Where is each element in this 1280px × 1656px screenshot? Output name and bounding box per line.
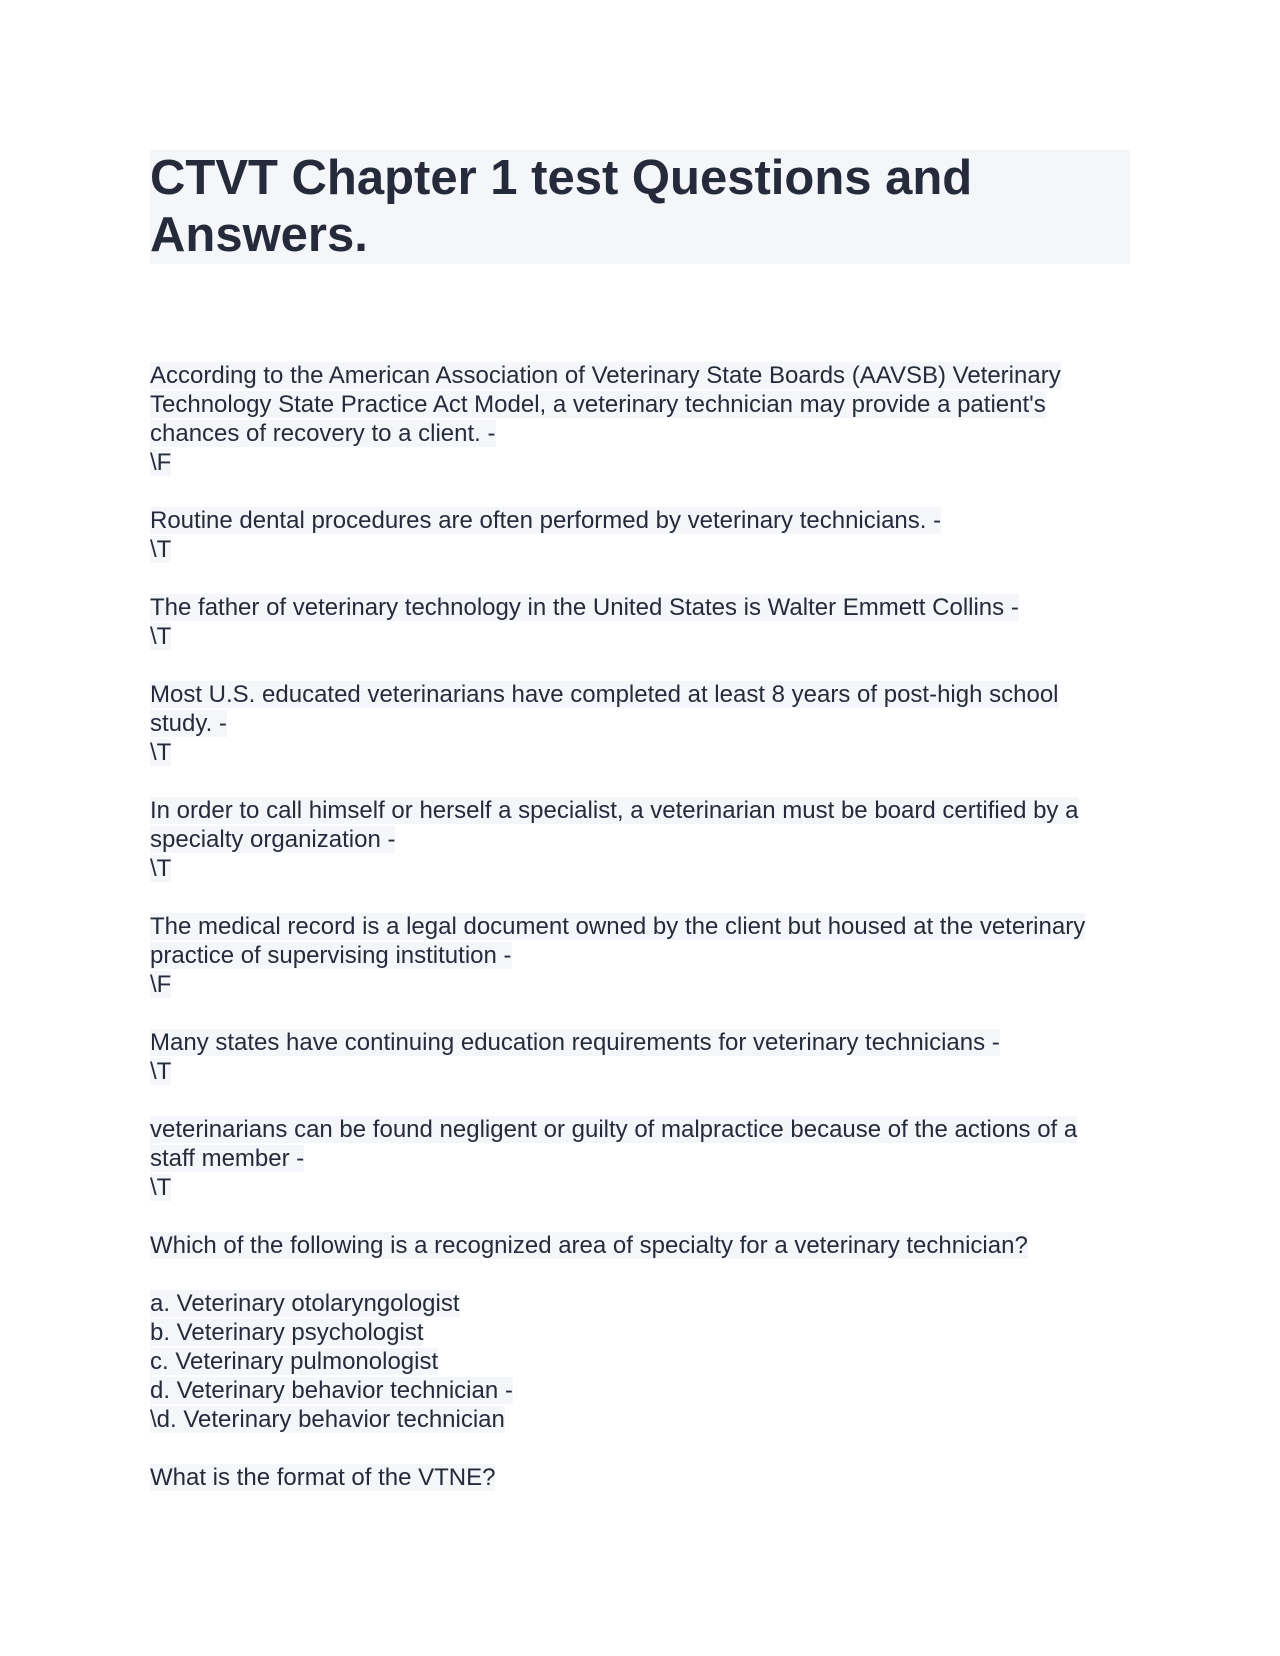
question-text: The medical record is a legal document owned by the client but housed at the veterinary — [150, 913, 1086, 940]
answer-text: \T — [150, 855, 172, 882]
answer-text: \T — [150, 739, 172, 766]
answer-text: \T — [150, 623, 172, 650]
qa-item — [150, 680, 1130, 767]
question-text: chances of recovery to a client. - — [150, 420, 496, 447]
answer-text: \T — [150, 536, 172, 563]
question-text: specialty organization - — [150, 826, 396, 853]
question-text: What is the format of the VTNE? — [150, 1464, 496, 1491]
answer-text: \T — [150, 1058, 172, 1085]
choice-option: d. Veterinary behavior technician - — [150, 1377, 513, 1404]
answer-text: \F — [150, 449, 172, 476]
question-text: veterinarians can be found negligent or guilty of malpractice because of the actions of a — [150, 1116, 1078, 1143]
choice-option: b. Veterinary psychologist — [150, 1319, 424, 1346]
question-text: Technology State Practice Act Model, a veterinary technician may provide a patient's — [150, 391, 1046, 418]
qa-item — [150, 361, 1130, 477]
qa-item — [150, 796, 1130, 883]
qa-item — [150, 593, 1130, 651]
question-text: Most U.S. educated veterinarians have completed at least 8 years of post-high school — [150, 681, 1059, 708]
question-text: staff member - — [150, 1145, 305, 1172]
question-text: Which of the following is a recognized area of specialty for a veterinary technician? — [150, 1232, 1028, 1259]
document-title: CTVT Chapter 1 test Questions and Answers. — [150, 150, 1130, 264]
qa-item — [150, 912, 1130, 999]
document-page — [150, 150, 1130, 1492]
question-text: In order to call himself or herself a specialist, a veterinarian must be board certified by a — [150, 797, 1079, 824]
answer-text: \T — [150, 1174, 172, 1201]
question-text: Routine dental procedures are often performed by veterinary technicians. - — [150, 507, 942, 534]
question-text: practice of supervising institution - — [150, 942, 512, 969]
question-text: The father of veterinary technology in the United States is Walter Emmett Collins - — [150, 594, 1019, 621]
question-text: Many states have continuing education requirements for veterinary technicians - — [150, 1029, 1000, 1056]
qa-item — [150, 1115, 1130, 1202]
document-body — [150, 361, 1130, 1492]
choice-option: c. Veterinary pulmonologist — [150, 1348, 439, 1375]
question-text: study. - — [150, 710, 227, 737]
answer-text: \d. Veterinary behavior technician — [150, 1406, 505, 1433]
qa-item — [150, 506, 1130, 564]
qa-item — [150, 1463, 1130, 1492]
answer-text: \F — [150, 971, 172, 998]
choice-option: a. Veterinary otolaryngologist — [150, 1290, 460, 1317]
multiple-choice-item — [150, 1231, 1130, 1434]
question-text: According to the American Association of Veterinary State Boards (AAVSB) Veterinary — [150, 362, 1061, 389]
qa-item — [150, 1028, 1130, 1086]
